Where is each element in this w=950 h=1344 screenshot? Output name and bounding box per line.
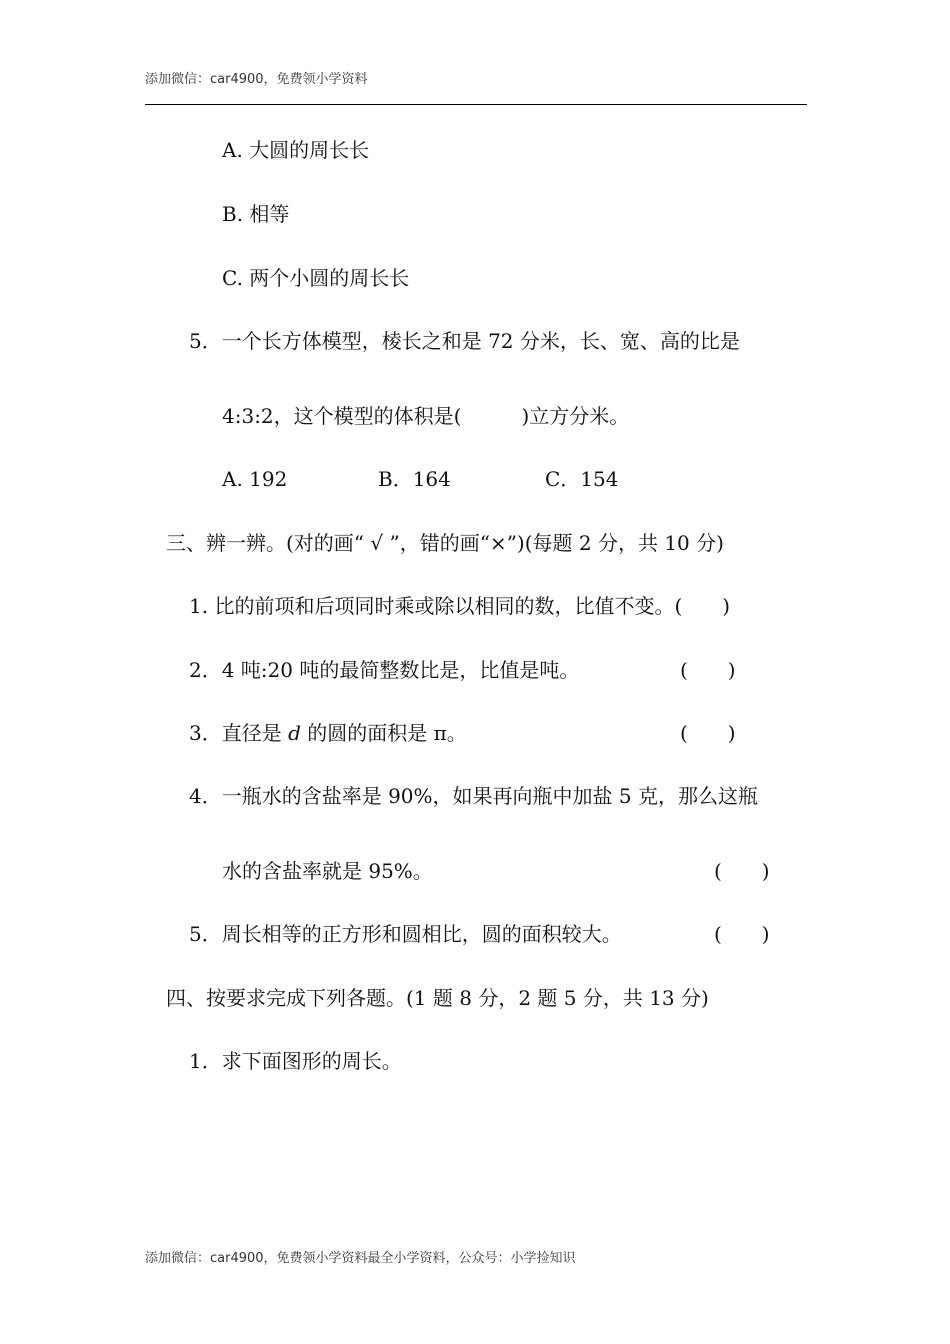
section4-title: 四、按要求完成下列各题。(1 题 8 分，2 题 5 分，共 13 分) [166,986,709,1010]
s3-item4-answer-paren: ( ) [714,859,770,883]
q4-option-a: A. 大圆的周长长 [222,138,370,162]
q5-line2: 4:3:2，这个模型的体积是( )立方分米。 [222,404,630,428]
s3-item5-answer-paren: ( ) [714,922,770,946]
s3-item1: 1. 比的前项和后项同时乘或除以相同的数，比值不变。( ) [189,594,731,618]
q5-option-b: B．164 [378,467,451,491]
q5-option-c: C．154 [545,467,619,491]
header-rule [145,104,807,105]
q5-line1: 5．一个长方体模型，棱长之和是 72 分米，长、宽、高的比是 [189,329,740,353]
s3-item4-line1: 4．一瓶水的含盐率是 90%，如果再向瓶中加盐 5 克，那么这瓶 [189,784,758,808]
s4-item1: 1．求下面图形的周长。 [189,1049,402,1073]
s3-item3-pre: 3．直径是 [189,721,289,745]
s3-item2: 2．4 吨:20 吨的最简整数比是，比值是吨。 [189,658,580,682]
section3-title: 三、辨一辨。(对的画“ √ ”，错的画“×”)(每题 2 分，共 10 分) [166,531,724,555]
s3-item3 [189,721,467,745]
q4-option-c: C. 两个小圆的周长长 [222,266,410,290]
s3-item4-line2: 水的含盐率就是 95%。 [222,859,433,883]
s3-item5: 5．周长相等的正方形和圆相比，圆的面积较大。 [189,922,622,946]
page-header: 添加微信：car4900，免费领小学资料 [145,72,368,87]
s3-item3-post: 的圆的面积是 π。 [300,721,467,745]
q4-option-b: B. 相等 [222,202,290,226]
s3-item2-answer-paren: ( ) [680,658,736,682]
q5-option-a: A. 192 [222,467,288,491]
s3-item3-answer-paren: ( ) [680,721,736,745]
page-footer: 添加微信：car4900，免费领小学资料最全小学资料，公众号：小学捡知识 [145,1251,576,1266]
s3-item3-var: d [288,721,301,745]
